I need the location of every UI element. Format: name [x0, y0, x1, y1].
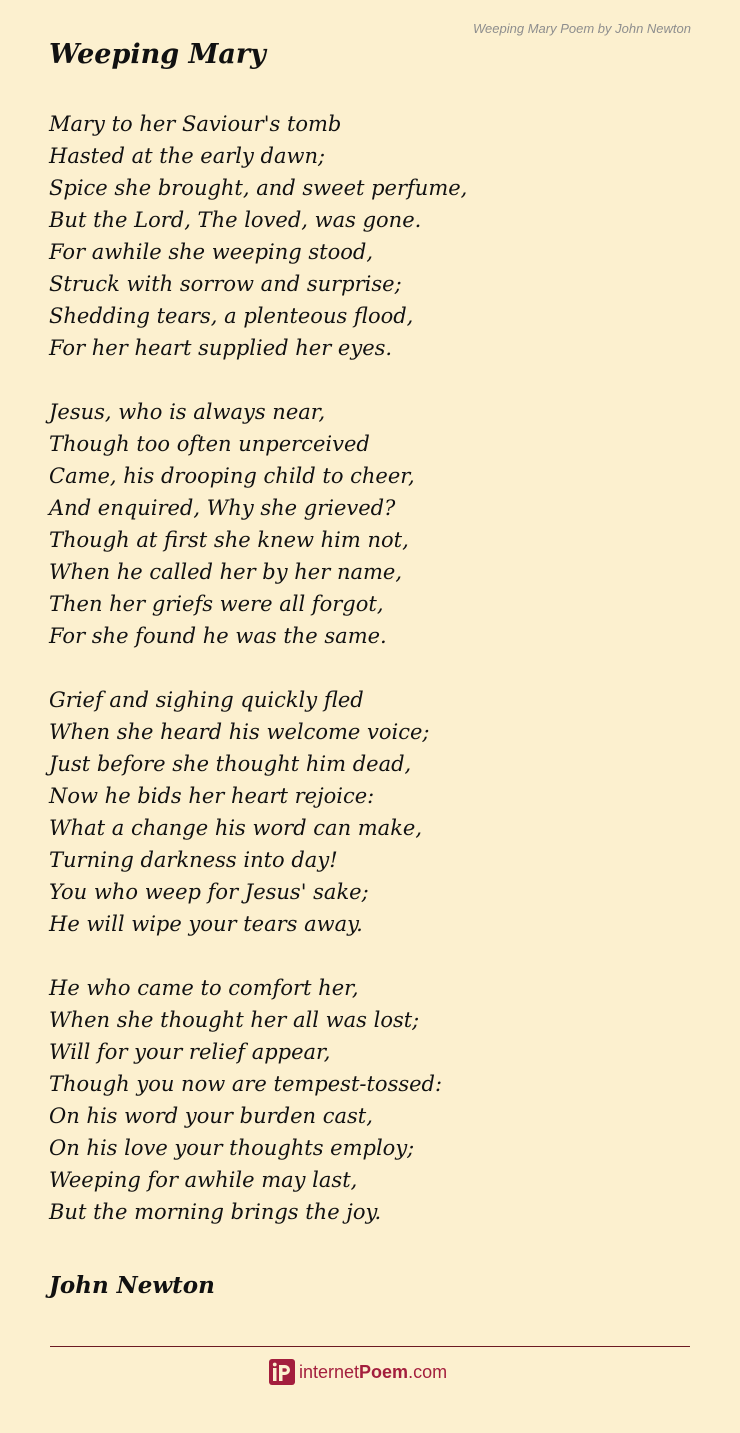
poem-line: He will wipe your tears away. — [49, 912, 363, 936]
poem-line: Now he bids her heart rejoice: — [49, 784, 375, 808]
poem-line: He who came to comfort her, — [49, 976, 359, 1000]
poem-line: For she found he was the same. — [49, 624, 387, 648]
poem-line: Spice she brought, and sweet perfume, — [49, 176, 468, 200]
logo-bold: Poem — [359, 1362, 409, 1382]
logo-suffix: .com — [408, 1362, 448, 1382]
poem-line: But the morning brings the joy. — [49, 1200, 382, 1224]
poem-stanza — [49, 396, 689, 652]
poem-line: Came, his drooping child to cheer, — [49, 464, 415, 488]
poem-line: When she thought her all was lost; — [49, 1008, 420, 1032]
poem-line: For her heart supplied her eyes. — [49, 336, 393, 360]
poem-line: Grief and sighing quickly fled — [49, 688, 364, 712]
poem-line: On his word your burden cast, — [49, 1104, 373, 1128]
page-caption: Weeping Mary Poem by John Newton — [473, 21, 691, 36]
poem-line: For awhile she weeping stood, — [49, 240, 373, 264]
poem-line: When she heard his welcome voice; — [49, 720, 430, 744]
poem-line: Weeping for awhile may last, — [49, 1168, 358, 1192]
poem-stanza — [49, 108, 689, 364]
poem-line: Jesus, who is always near, — [49, 400, 326, 424]
ip-logo-icon — [269, 1359, 295, 1385]
poem-line: Hasted at the early dawn; — [49, 144, 326, 168]
footer-divider — [50, 1346, 690, 1347]
poem-line: On his love your thoughts employ; — [49, 1136, 415, 1160]
site-logo-text — [299, 1359, 447, 1385]
poem-line: Shedding tears, a plenteous flood, — [49, 304, 414, 328]
poem-line: But the Lord, The loved, was gone. — [49, 208, 422, 232]
poem-line: Though too often unperceived — [49, 432, 370, 456]
poem-line: Though you now are tempest-tossed: — [49, 1072, 443, 1096]
poem-line: Then her griefs were all forgot, — [49, 592, 384, 616]
poem-line: What a change his word can make, — [49, 816, 423, 840]
poem-line: When he called her by her name, — [49, 560, 403, 584]
poem-body — [49, 108, 689, 1260]
poem-line: And enquired, Why she grieved? — [49, 496, 396, 520]
poem-line: Mary to her Saviour's tomb — [49, 112, 342, 136]
poem-line: Struck with sorrow and surprise; — [49, 272, 402, 296]
poem-line: Will for your relief appear, — [49, 1040, 331, 1064]
logo-prefix: internet — [299, 1362, 360, 1382]
poem-author: John Newton — [49, 1272, 215, 1299]
poem-line: You who weep for Jesus' sake; — [49, 880, 369, 904]
poem-line: Just before she thought him dead, — [49, 752, 412, 776]
poem-line: Turning darkness into day! — [49, 848, 338, 872]
site-logo[interactable] — [269, 1358, 447, 1386]
poem-title: Weeping Mary — [49, 39, 266, 70]
poem-stanza — [49, 684, 689, 940]
poem-stanza — [49, 972, 689, 1228]
poem-line: Though at first she knew him not, — [49, 528, 409, 552]
